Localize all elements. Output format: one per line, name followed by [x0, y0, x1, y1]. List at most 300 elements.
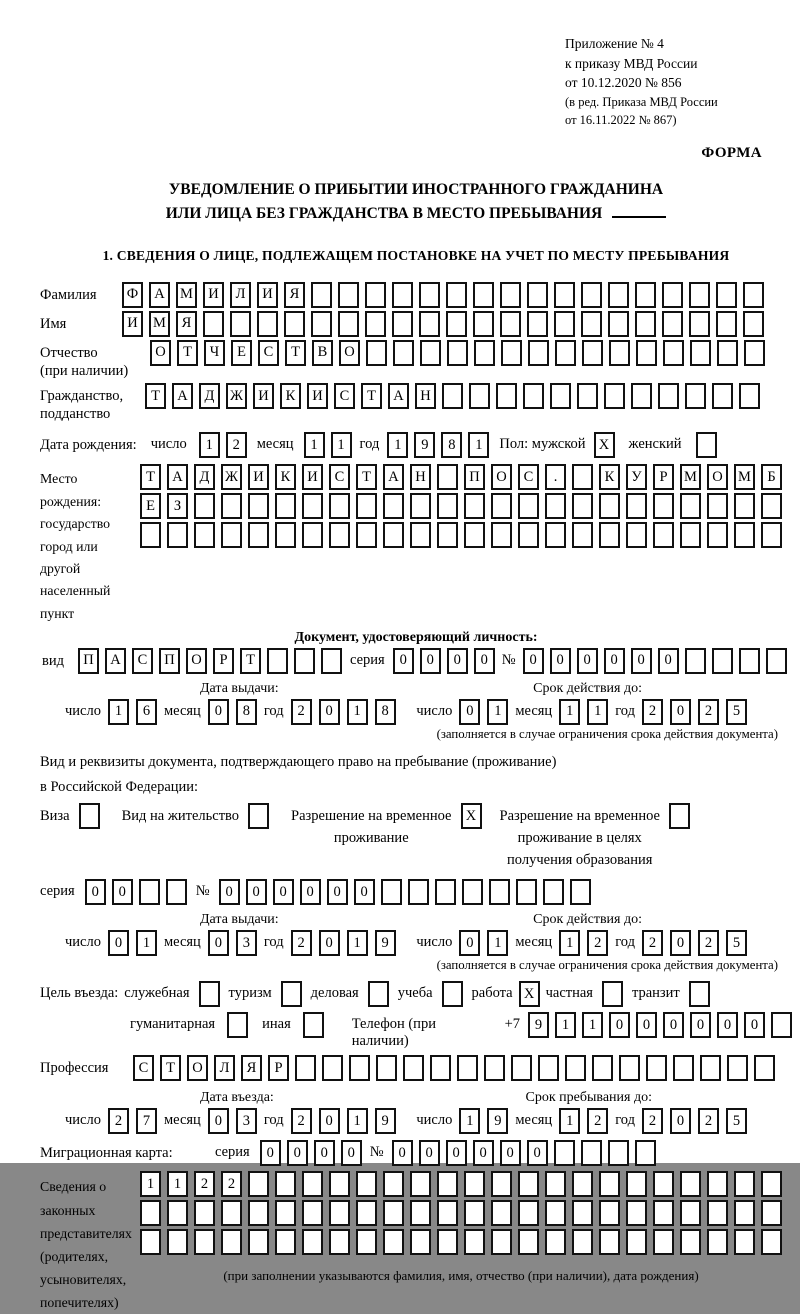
char-box[interactable] — [437, 522, 458, 548]
char-box[interactable] — [437, 1171, 458, 1197]
char-box[interactable] — [392, 282, 413, 308]
char-box[interactable]: 1 — [331, 432, 352, 458]
char-box[interactable]: X — [519, 981, 540, 1007]
char-box[interactable]: Р — [268, 1055, 289, 1081]
char-box[interactable] — [518, 493, 539, 519]
char-box[interactable] — [464, 1200, 485, 1226]
char-box[interactable]: 0 — [670, 930, 691, 956]
char-box[interactable] — [473, 282, 494, 308]
char-box[interactable] — [653, 1200, 674, 1226]
char-box[interactable]: 1 — [487, 699, 508, 725]
char-box[interactable] — [275, 1229, 296, 1255]
char-box[interactable]: Ж — [221, 464, 242, 490]
char-box[interactable]: М — [680, 464, 701, 490]
char-box[interactable] — [653, 1171, 674, 1197]
char-box[interactable]: 0 — [420, 648, 441, 674]
char-box[interactable]: П — [159, 648, 180, 674]
char-box[interactable] — [446, 311, 467, 337]
char-box[interactable]: Т — [177, 340, 198, 366]
char-box[interactable]: 0 — [550, 648, 571, 674]
char-box[interactable] — [646, 1055, 667, 1081]
char-box[interactable]: 1 — [582, 1012, 603, 1038]
char-box[interactable] — [626, 1200, 647, 1226]
char-box[interactable]: Б — [761, 464, 782, 490]
char-box[interactable]: 2 — [291, 930, 312, 956]
char-box[interactable]: Т — [356, 464, 377, 490]
char-box[interactable] — [227, 1012, 248, 1038]
char-box[interactable]: Н — [415, 383, 436, 409]
char-box[interactable] — [626, 493, 647, 519]
char-box[interactable]: О — [186, 648, 207, 674]
char-box[interactable] — [689, 981, 710, 1007]
char-box[interactable] — [329, 522, 350, 548]
char-box[interactable]: Д — [194, 464, 215, 490]
char-box[interactable]: С — [132, 648, 153, 674]
char-box[interactable] — [501, 340, 522, 366]
char-box[interactable]: 0 — [112, 879, 133, 905]
char-box[interactable]: 0 — [631, 648, 652, 674]
char-box[interactable]: 1 — [559, 699, 580, 725]
char-box[interactable]: 0 — [85, 879, 106, 905]
char-box[interactable] — [599, 1171, 620, 1197]
char-box[interactable] — [302, 1229, 323, 1255]
char-box[interactable]: 2 — [108, 1108, 129, 1134]
char-box[interactable] — [194, 493, 215, 519]
char-box[interactable]: К — [275, 464, 296, 490]
char-box[interactable] — [707, 1229, 728, 1255]
char-box[interactable]: Т — [160, 1055, 181, 1081]
char-box[interactable]: 9 — [375, 930, 396, 956]
char-box[interactable] — [410, 493, 431, 519]
char-box[interactable]: 2 — [642, 699, 663, 725]
char-box[interactable] — [496, 383, 517, 409]
char-box[interactable] — [626, 1229, 647, 1255]
char-box[interactable] — [712, 648, 733, 674]
char-box[interactable] — [609, 340, 630, 366]
char-box[interactable] — [302, 493, 323, 519]
char-box[interactable] — [275, 493, 296, 519]
char-box[interactable] — [230, 311, 251, 337]
char-box[interactable] — [545, 1200, 566, 1226]
char-box[interactable] — [257, 311, 278, 337]
char-box[interactable] — [631, 383, 652, 409]
char-box[interactable] — [435, 879, 456, 905]
char-box[interactable]: 1 — [167, 1171, 188, 1197]
char-box[interactable]: 0 — [246, 879, 267, 905]
char-box[interactable] — [338, 282, 359, 308]
char-box[interactable] — [653, 522, 674, 548]
char-box[interactable]: Л — [214, 1055, 235, 1081]
char-box[interactable] — [311, 311, 332, 337]
char-box[interactable] — [248, 522, 269, 548]
char-box[interactable]: 8 — [375, 699, 396, 725]
char-box[interactable]: 0 — [319, 1108, 340, 1134]
char-box[interactable]: 0 — [327, 879, 348, 905]
char-box[interactable] — [167, 522, 188, 548]
char-box[interactable]: 1 — [559, 1108, 580, 1134]
char-box[interactable] — [410, 522, 431, 548]
char-box[interactable] — [739, 648, 760, 674]
char-box[interactable] — [383, 493, 404, 519]
char-box[interactable] — [680, 1171, 701, 1197]
char-box[interactable]: 0 — [219, 879, 240, 905]
char-box[interactable]: И — [307, 383, 328, 409]
char-box[interactable] — [518, 1229, 539, 1255]
char-box[interactable] — [383, 1171, 404, 1197]
char-box[interactable]: 2 — [291, 1108, 312, 1134]
char-box[interactable]: 0 — [459, 930, 480, 956]
char-box[interactable]: Т — [285, 340, 306, 366]
char-box[interactable] — [167, 1200, 188, 1226]
char-box[interactable] — [464, 1171, 485, 1197]
char-box[interactable]: 1 — [555, 1012, 576, 1038]
char-box[interactable]: Ч — [204, 340, 225, 366]
char-box[interactable] — [356, 493, 377, 519]
char-box[interactable] — [545, 1171, 566, 1197]
char-box[interactable]: И — [203, 282, 224, 308]
char-box[interactable] — [626, 522, 647, 548]
char-box[interactable] — [500, 282, 521, 308]
char-box[interactable] — [592, 1055, 613, 1081]
char-box[interactable] — [734, 493, 755, 519]
char-box[interactable] — [727, 1055, 748, 1081]
char-box[interactable] — [329, 1171, 350, 1197]
char-box[interactable]: 0 — [392, 1140, 413, 1166]
char-box[interactable]: 2 — [642, 1108, 663, 1134]
char-box[interactable]: 0 — [474, 648, 495, 674]
char-box[interactable]: 1 — [468, 432, 489, 458]
char-box[interactable] — [464, 493, 485, 519]
char-box[interactable] — [689, 311, 710, 337]
char-box[interactable] — [368, 981, 389, 1007]
char-box[interactable] — [700, 1055, 721, 1081]
char-box[interactable]: 0 — [670, 699, 691, 725]
char-box[interactable] — [420, 340, 441, 366]
char-box[interactable] — [392, 311, 413, 337]
char-box[interactable] — [484, 1055, 505, 1081]
char-box[interactable] — [518, 1200, 539, 1226]
char-box[interactable] — [543, 879, 564, 905]
char-box[interactable] — [717, 340, 738, 366]
char-box[interactable] — [518, 1171, 539, 1197]
char-box[interactable]: 9 — [487, 1108, 508, 1134]
char-box[interactable] — [248, 1171, 269, 1197]
char-box[interactable]: Ж — [226, 383, 247, 409]
char-box[interactable]: Я — [241, 1055, 262, 1081]
char-box[interactable] — [554, 311, 575, 337]
char-box[interactable]: И — [302, 464, 323, 490]
char-box[interactable]: Н — [410, 464, 431, 490]
char-box[interactable] — [489, 879, 510, 905]
char-box[interactable]: А — [172, 383, 193, 409]
char-box[interactable] — [294, 648, 315, 674]
char-box[interactable] — [221, 493, 242, 519]
char-box[interactable] — [302, 1171, 323, 1197]
char-box[interactable] — [744, 340, 765, 366]
char-box[interactable]: С — [329, 464, 350, 490]
char-box[interactable]: Д — [199, 383, 220, 409]
char-box[interactable]: 0 — [663, 1012, 684, 1038]
char-box[interactable]: С — [518, 464, 539, 490]
char-box[interactable] — [491, 493, 512, 519]
char-box[interactable] — [437, 1200, 458, 1226]
char-box[interactable] — [366, 340, 387, 366]
char-box[interactable]: 1 — [304, 432, 325, 458]
char-box[interactable]: М — [734, 464, 755, 490]
char-box[interactable] — [550, 383, 571, 409]
char-box[interactable] — [437, 464, 458, 490]
char-box[interactable]: О — [491, 464, 512, 490]
char-box[interactable] — [329, 1229, 350, 1255]
char-box[interactable] — [410, 1171, 431, 1197]
char-box[interactable]: 0 — [300, 879, 321, 905]
char-box[interactable]: 0 — [208, 699, 229, 725]
char-box[interactable]: О — [187, 1055, 208, 1081]
char-box[interactable] — [538, 1055, 559, 1081]
char-box[interactable] — [523, 383, 544, 409]
char-box[interactable] — [743, 282, 764, 308]
char-box[interactable]: 0 — [670, 1108, 691, 1134]
char-box[interactable] — [322, 1055, 343, 1081]
char-box[interactable] — [442, 981, 463, 1007]
char-box[interactable] — [491, 1200, 512, 1226]
char-box[interactable] — [321, 648, 342, 674]
char-box[interactable]: 0 — [609, 1012, 630, 1038]
char-box[interactable]: 0 — [208, 1108, 229, 1134]
char-box[interactable] — [248, 803, 269, 829]
char-box[interactable] — [437, 493, 458, 519]
char-box[interactable]: X — [594, 432, 615, 458]
char-box[interactable]: 0 — [314, 1140, 335, 1166]
char-box[interactable]: 2 — [291, 699, 312, 725]
char-box[interactable] — [712, 383, 733, 409]
char-box[interactable]: X — [461, 803, 482, 829]
char-box[interactable] — [365, 282, 386, 308]
char-box[interactable] — [302, 1200, 323, 1226]
char-box[interactable]: Т — [145, 383, 166, 409]
char-box[interactable] — [419, 311, 440, 337]
char-box[interactable]: И — [248, 464, 269, 490]
char-box[interactable]: 0 — [459, 699, 480, 725]
char-box[interactable]: 9 — [375, 1108, 396, 1134]
char-box[interactable] — [430, 1055, 451, 1081]
char-box[interactable] — [636, 340, 657, 366]
char-box[interactable] — [599, 522, 620, 548]
char-box[interactable] — [410, 1229, 431, 1255]
char-box[interactable] — [554, 282, 575, 308]
char-box[interactable]: 0 — [260, 1140, 281, 1166]
char-box[interactable] — [673, 1055, 694, 1081]
char-box[interactable] — [739, 383, 760, 409]
char-box[interactable] — [139, 879, 160, 905]
char-box[interactable] — [581, 282, 602, 308]
char-box[interactable] — [565, 1055, 586, 1081]
char-box[interactable] — [658, 383, 679, 409]
char-box[interactable]: Я — [176, 311, 197, 337]
char-box[interactable] — [685, 383, 706, 409]
char-box[interactable]: О — [707, 464, 728, 490]
char-box[interactable]: 0 — [658, 648, 679, 674]
char-box[interactable] — [410, 1200, 431, 1226]
char-box[interactable] — [167, 1229, 188, 1255]
char-box[interactable] — [199, 981, 220, 1007]
char-box[interactable]: Я — [284, 282, 305, 308]
char-box[interactable] — [311, 282, 332, 308]
char-box[interactable] — [635, 311, 656, 337]
char-box[interactable] — [528, 340, 549, 366]
char-box[interactable] — [707, 1171, 728, 1197]
char-box[interactable] — [572, 1229, 593, 1255]
char-box[interactable]: 2 — [221, 1171, 242, 1197]
char-box[interactable]: 0 — [447, 648, 468, 674]
char-box[interactable] — [248, 493, 269, 519]
char-box[interactable] — [284, 311, 305, 337]
char-box[interactable] — [690, 340, 711, 366]
char-box[interactable]: С — [133, 1055, 154, 1081]
char-box[interactable]: 1 — [587, 699, 608, 725]
char-box[interactable]: У — [626, 464, 647, 490]
char-box[interactable]: С — [334, 383, 355, 409]
char-box[interactable] — [604, 383, 625, 409]
char-box[interactable]: 0 — [341, 1140, 362, 1166]
char-box[interactable] — [754, 1055, 775, 1081]
char-box[interactable] — [572, 493, 593, 519]
char-box[interactable]: 2 — [587, 930, 608, 956]
char-box[interactable] — [581, 1140, 602, 1166]
char-box[interactable]: 8 — [441, 432, 462, 458]
char-box[interactable] — [79, 803, 100, 829]
char-box[interactable] — [619, 1055, 640, 1081]
char-box[interactable] — [716, 311, 737, 337]
char-box[interactable] — [221, 1200, 242, 1226]
char-box[interactable] — [635, 1140, 656, 1166]
char-box[interactable]: 2 — [226, 432, 247, 458]
char-box[interactable]: 0 — [690, 1012, 711, 1038]
char-box[interactable]: 1 — [347, 930, 368, 956]
char-box[interactable] — [281, 981, 302, 1007]
char-box[interactable]: 0 — [393, 648, 414, 674]
char-box[interactable]: О — [150, 340, 171, 366]
char-box[interactable]: О — [339, 340, 360, 366]
char-box[interactable] — [570, 879, 591, 905]
char-box[interactable] — [599, 493, 620, 519]
char-box[interactable] — [275, 1200, 296, 1226]
char-box[interactable] — [376, 1055, 397, 1081]
char-box[interactable] — [275, 1171, 296, 1197]
char-box[interactable]: 3 — [236, 930, 257, 956]
char-box[interactable]: 5 — [726, 1108, 747, 1134]
char-box[interactable]: 0 — [523, 648, 544, 674]
char-box[interactable] — [545, 493, 566, 519]
char-box[interactable] — [248, 1229, 269, 1255]
char-box[interactable]: 0 — [446, 1140, 467, 1166]
char-box[interactable] — [689, 282, 710, 308]
char-box[interactable]: Р — [213, 648, 234, 674]
char-box[interactable]: 9 — [414, 432, 435, 458]
char-box[interactable] — [408, 879, 429, 905]
char-box[interactable] — [356, 1200, 377, 1226]
char-box[interactable] — [194, 1200, 215, 1226]
char-box[interactable] — [527, 282, 548, 308]
char-box[interactable]: . — [545, 464, 566, 490]
char-box[interactable] — [581, 311, 602, 337]
char-box[interactable] — [766, 648, 787, 674]
char-box[interactable] — [707, 1200, 728, 1226]
char-box[interactable]: 0 — [604, 648, 625, 674]
char-box[interactable] — [554, 1140, 575, 1166]
char-box[interactable]: 0 — [208, 930, 229, 956]
char-box[interactable]: 1 — [347, 699, 368, 725]
char-box[interactable] — [473, 311, 494, 337]
char-box[interactable]: 1 — [487, 930, 508, 956]
char-box[interactable] — [356, 1171, 377, 1197]
char-box[interactable] — [356, 522, 377, 548]
char-box[interactable] — [383, 1229, 404, 1255]
char-box[interactable] — [140, 1229, 161, 1255]
char-box[interactable] — [680, 493, 701, 519]
char-box[interactable] — [403, 1055, 424, 1081]
char-box[interactable] — [572, 1171, 593, 1197]
char-box[interactable]: К — [280, 383, 301, 409]
char-box[interactable]: 0 — [419, 1140, 440, 1166]
char-box[interactable] — [221, 522, 242, 548]
char-box[interactable]: 6 — [136, 699, 157, 725]
char-box[interactable] — [464, 522, 485, 548]
char-box[interactable]: 2 — [698, 699, 719, 725]
char-box[interactable]: М — [176, 282, 197, 308]
char-box[interactable] — [383, 1200, 404, 1226]
char-box[interactable]: И — [122, 311, 143, 337]
char-box[interactable] — [442, 383, 463, 409]
char-box[interactable] — [608, 311, 629, 337]
char-box[interactable]: 0 — [273, 879, 294, 905]
char-box[interactable]: Т — [361, 383, 382, 409]
char-box[interactable] — [491, 1229, 512, 1255]
char-box[interactable]: 0 — [473, 1140, 494, 1166]
char-box[interactable]: 1 — [136, 930, 157, 956]
char-box[interactable] — [608, 1140, 629, 1166]
char-box[interactable] — [329, 493, 350, 519]
char-box[interactable] — [680, 1200, 701, 1226]
char-box[interactable]: 0 — [527, 1140, 548, 1166]
char-box[interactable] — [662, 311, 683, 337]
char-box[interactable] — [555, 340, 576, 366]
char-box[interactable]: И — [257, 282, 278, 308]
char-box[interactable]: И — [253, 383, 274, 409]
char-box[interactable] — [761, 493, 782, 519]
char-box[interactable] — [663, 340, 684, 366]
char-box[interactable] — [302, 522, 323, 548]
char-box[interactable] — [474, 340, 495, 366]
char-box[interactable] — [338, 311, 359, 337]
char-box[interactable]: К — [599, 464, 620, 490]
char-box[interactable]: 0 — [319, 930, 340, 956]
char-box[interactable] — [447, 340, 468, 366]
char-box[interactable]: 0 — [717, 1012, 738, 1038]
char-box[interactable] — [464, 1229, 485, 1255]
char-box[interactable] — [734, 1229, 755, 1255]
char-box[interactable] — [680, 522, 701, 548]
char-box[interactable] — [295, 1055, 316, 1081]
char-box[interactable] — [734, 1200, 755, 1226]
char-box[interactable] — [349, 1055, 370, 1081]
char-box[interactable] — [383, 522, 404, 548]
char-box[interactable]: З — [167, 493, 188, 519]
char-box[interactable] — [602, 981, 623, 1007]
char-box[interactable]: Т — [240, 648, 261, 674]
char-box[interactable] — [381, 879, 402, 905]
char-box[interactable] — [545, 1229, 566, 1255]
